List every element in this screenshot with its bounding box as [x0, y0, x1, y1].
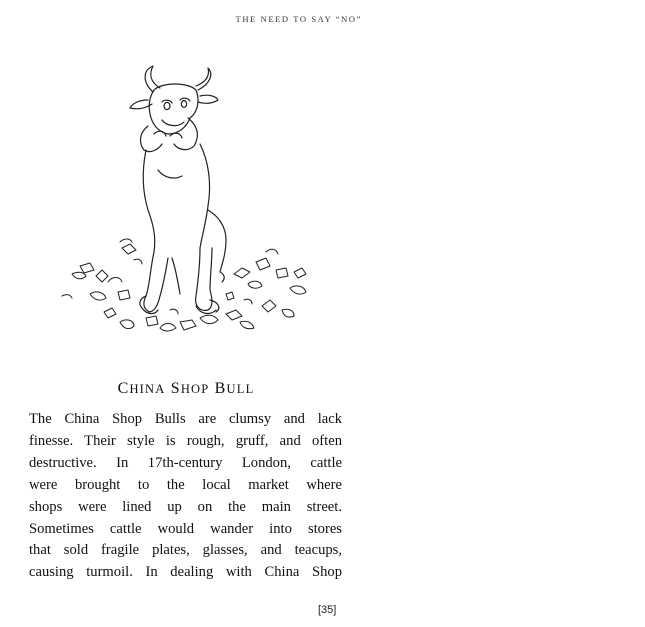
body-line: finesse. Their style is rough, gruff, and often: [29, 432, 342, 449]
page-number: [35]: [318, 604, 337, 616]
body-paragraph: [29, 409, 342, 584]
body-line: The China Shop Bulls are clumsy and lack: [29, 411, 342, 427]
body-line: shops were lined up on the main street.: [29, 498, 342, 515]
body-line: destructive. In 17th-century London, cattle: [29, 454, 342, 471]
title-word-1: CHINA: [117, 380, 166, 397]
bull-illustration: [50, 60, 330, 350]
body-line: were brought to the local market where: [29, 476, 342, 493]
body-line: Sometimes cattle would wander into stores: [29, 520, 342, 537]
horn-right: [196, 68, 211, 90]
broken-china-shards: [62, 239, 306, 331]
running-head: THE NEED TO SAY “NO”: [235, 14, 362, 24]
horn-left: [145, 66, 160, 92]
title-word-3: BULL: [214, 380, 255, 397]
body-line: causing turmoil. In dealing with China Shop: [29, 564, 342, 581]
title-word-2: SHOP: [170, 380, 210, 397]
section-title: [28, 380, 344, 398]
body-line: that sold fragile plates, glasses, and teacups,: [29, 542, 342, 559]
